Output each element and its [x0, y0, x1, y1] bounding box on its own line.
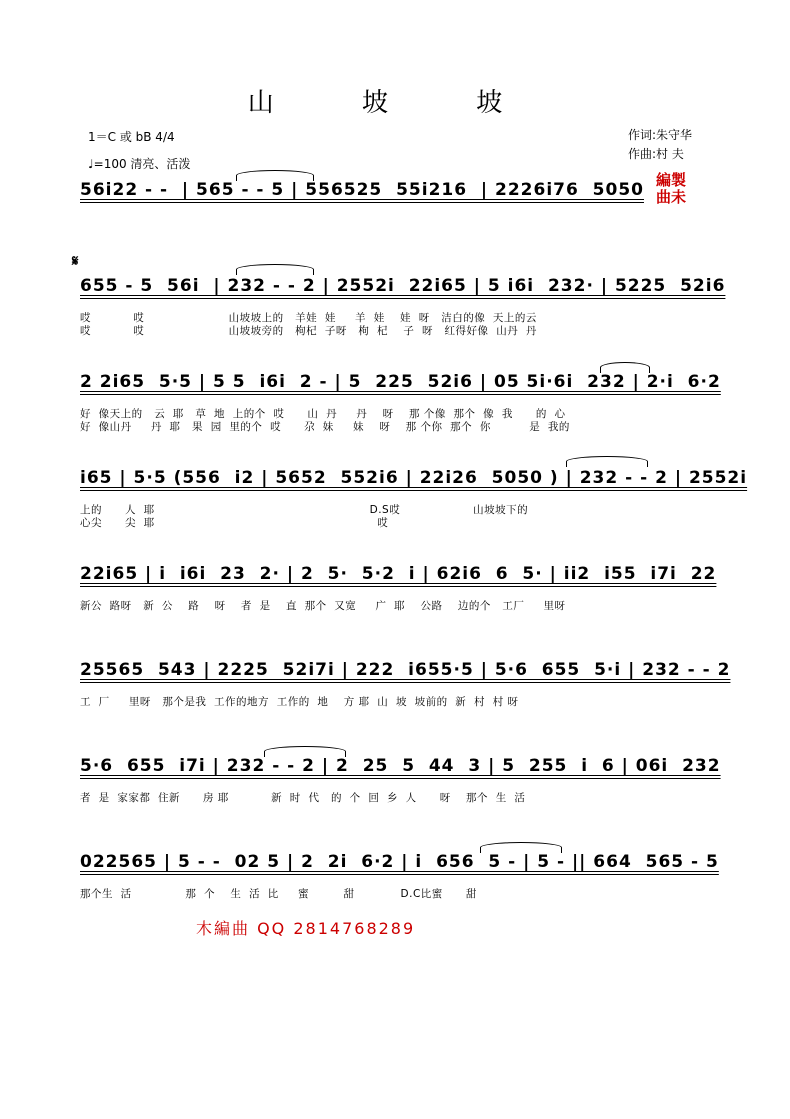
seal-stamp: 編製 曲未	[655, 171, 686, 206]
lyric-line-1: 者 是 家家都 住新 房 耶 新 时 代 的 个 回 乡 人 呀 那个 生 活	[80, 792, 526, 804]
segno-icon: 𝄋	[72, 252, 79, 270]
credits	[628, 126, 692, 164]
notation-line: 25565 543 | 2225 52i7i | 222 i655·5 | 5·6 655 5·i | 232 - - 2	[80, 660, 731, 680]
key-signature: 1＝C 或 bB 4/4	[88, 130, 175, 144]
notation-line: 56i22 - - | 565 - - 5 | 556525 55i216 | 2226i76 5050	[80, 180, 644, 200]
notation-line: 655 - 5 56i | 232 - - 2 | 2552i 22i65 | 5 i6i 232· | 5225 52i6	[80, 276, 726, 296]
notation-line: 2 2i65 5·5 | 5 5 i6i 2 - | 5 225 52i6 | 05 5i·6i 232 | 2·i 6·2	[80, 372, 721, 392]
lyric-line-1: 新公 路呀 新 公 路 呀 者 是 直 那个 又宽 广 耶 公路 边的个 工厂 里呀	[80, 600, 566, 612]
lyric-line-2: 哎 哎 山坡坡旁的 枸杞 子呀 枸 杞 子 呀 红得好像 山丹 丹	[80, 325, 537, 337]
lyric-line-1: 那个生 活 那 个 生 活 比 蜜 甜 D.C比蜜 甜	[80, 888, 477, 900]
slur-mark	[566, 456, 648, 467]
notation-line: 5·6 655 i7i | 232 - - 2 | 2 25 5 44 3 | 5 255 i 6 | 06i 232	[80, 756, 721, 776]
tempo-marking: ♩=100 清亮、活泼	[88, 157, 191, 171]
notation-line: i65 | 5·5 (556 i2 | 5652 552i6 | 22i26 5050 ) | 232 - - 2 | 2552i	[80, 468, 748, 488]
notation-line: 022565 | 5 - - 02 5 | 2 2i 6·2 | i 656 5 - | 5 - || 664 565 - 5	[80, 852, 719, 872]
slur-mark	[236, 170, 314, 181]
slur-mark	[480, 842, 562, 853]
composer: 作曲:村 夫	[628, 147, 684, 161]
notation-line: 22i65 | i i6i 23 2· | 2 5· 5·2 i | 62i6 6 5· | ii2 i55 i7i 22	[80, 564, 717, 584]
lyric-line-2: 好 像山丹 丹 耶 果 园 里的个 哎 尕 妹 妹 呀 那 个你 那个 你 是 我的	[80, 421, 570, 433]
slur-mark	[600, 362, 650, 373]
lyric-line-2: 心尖 尖 耶 哎	[80, 517, 389, 529]
footer-contact: 木編曲 QQ 2814768289	[196, 919, 416, 938]
lyric-line-1: 好 像天上的 云 耶 草 地 上的个 哎 山 丹 丹 呀 那 个像 那个 像 我 的 心	[80, 408, 566, 420]
lyric-line-1: 哎 哎 山坡坡上的 羊娃 娃 羊 娃 娃 呀 洁白的像 天上的云	[80, 312, 537, 324]
lyric-line-1: 上的 人 耶 D.S哎 山坡坡下的	[80, 504, 529, 516]
lyric-line-1: 工 厂 里呀 那个是我 工作的地方 工作的 地 方 耶 山 坡 坡前的 新 村 村 呀	[80, 696, 519, 708]
lyricist: 作词:朱守华	[628, 128, 693, 142]
slur-mark	[264, 746, 346, 757]
slur-mark	[236, 264, 314, 275]
song-title: 山 坡 坡	[247, 88, 543, 118]
